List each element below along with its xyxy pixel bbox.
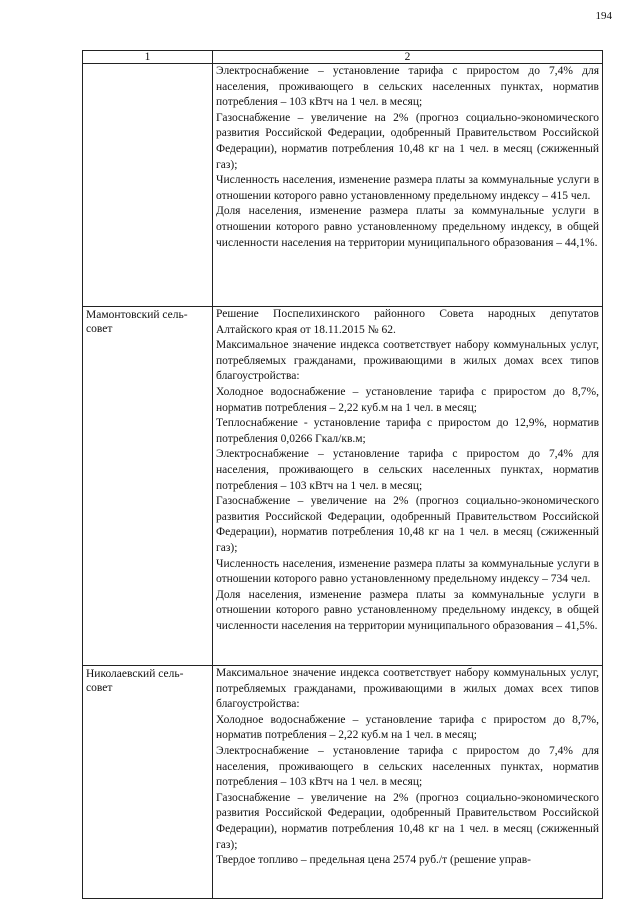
column-number-row [83, 51, 603, 64]
municipal-index-table [82, 50, 603, 899]
paragraph: Газоснабжение – увеличение на 2% (прогноз социально-экономического развития Российской Федерации, одобренный Правительством Российской Федерации), норматив потребления 10,48 кг на 1 чел. в месяц (сжиженный газ); [216, 791, 599, 851]
paragraph: Электроснабжение – установление тарифа с приростом до 7,4% для населения, проживающего в сельских населенных пунктах, норматив потребления – 103 кВтч на 1 чел. в месяц; [216, 448, 599, 492]
table-row [83, 666, 603, 899]
paragraph: Максимальное значение индекса соответствует набору коммунальных услуг, потребляемых гражданами, проживающими в жилых домах всех типов благоустройства: [216, 339, 599, 383]
municipality-name: Николаевский сель- совет [83, 666, 213, 899]
paragraph: Электроснабжение – установление тарифа с приростом до 7,4% для населения, проживающего в сельских населенных пунктах, норматив потребления – 103 кВтч на 1 чел. в месяц; [216, 65, 599, 109]
paragraph: Электроснабжение – установление тарифа с приростом до 7,4% для населения, проживающего в сельских населенных пунктах, норматив потребления – 103 кВтч на 1 чел. в месяц; [216, 744, 599, 789]
paragraph: Численность населения, изменение размера платы за коммунальные услуги в отношении которого равно установленному предельному индексу – 415 чел. [216, 174, 599, 202]
paragraph: Теплоснабжение - установление тарифа с приростом до 12,9%, норматив потребления 0,0266 Гкал/кв.м; [216, 417, 599, 445]
description-cell [213, 307, 603, 666]
paragraph: Доля населения, изменение размера платы за коммунальные услуги в отношении которого равно установленному предельному индексу, в общей численности населения на территории муниципального образования – 44,1%. [216, 205, 599, 249]
paragraph: Холодное водоснабжение – установление тарифа с приростом до 8,7%, норматив потребления – 2,22 куб.м на 1 чел. в месяц; [216, 385, 599, 414]
municipality-name: Мамонтовский сель- совет [83, 307, 213, 666]
table-row [83, 307, 603, 666]
municipality-name [83, 64, 213, 307]
paragraph: Численность населения, изменение размера платы за коммунальные услуги в отношении которого равно установленному предельному индексу – 734 чел. [216, 557, 599, 586]
description-cell [213, 64, 603, 307]
column-header-2: 2 [213, 51, 603, 64]
table-row [83, 64, 603, 307]
paragraph: Газоснабжение – увеличение на 2% (прогноз социально-экономического развития Российской Федерации, одобренный Правительством Российской Федерации), норматив потребления 10,48 кг на 1 чел. в месяц (сжиженный газ); [216, 111, 599, 171]
paragraph: Доля населения, изменение размера платы за коммунальные услуги в отношении которого равно установленному предельному индексу, в общей численности населения на территории муниципального образования – 41,5%. [216, 588, 599, 632]
column-header-1: 1 [83, 51, 213, 64]
paragraph: Решение Поспелихинского районного Совета народных депутатов Алтайского края от 18.11.2015 № 62. [216, 308, 599, 336]
paragraph: Твердое топливо – предельная цена 2574 руб./т (решение управ- [216, 854, 531, 867]
paragraph: Газоснабжение – увеличение на 2% (прогноз социально-экономического развития Российской Федерации, одобренный Правительством Российской Федерации), норматив потребления 10,48 кг на 1 чел. в месяц (сжиженный газ); [216, 495, 599, 554]
paragraph: Максимальное значение индекса соответствует набору коммунальных услуг, потребляемых гражданами, проживающими в жилых домах всех типов благоустройства: [216, 667, 599, 711]
description-cell [213, 666, 603, 899]
paragraph: Холодное водоснабжение – установление тарифа с приростом до 8,7%, норматив потребления – 2,22 куб.м на 1 чел. в месяц; [216, 713, 599, 742]
page-number: 194 [595, 10, 612, 22]
